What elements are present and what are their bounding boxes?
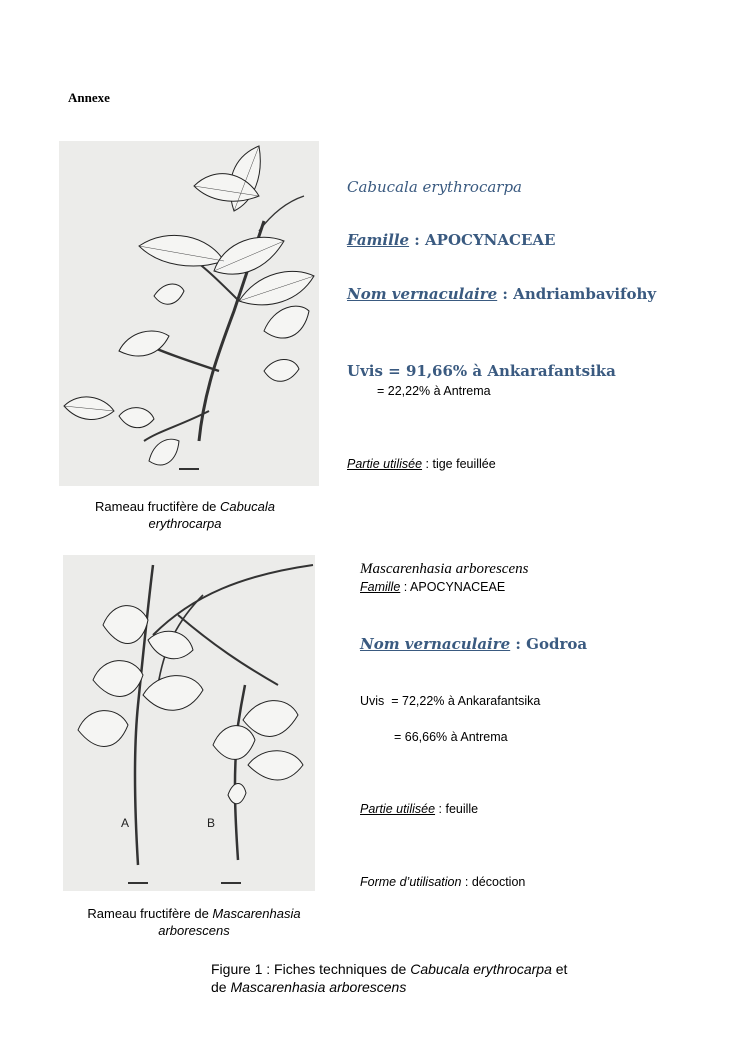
plate-cabucala bbox=[59, 141, 319, 486]
species2-uvis: Uvis = 72,22% à Ankarafantsika bbox=[360, 694, 541, 708]
caption-mascarenhasia: Rameau fructifère de Mascarenhasia arborescens bbox=[87, 906, 301, 938]
species2-famille: Famille : APOCYNACEAE bbox=[360, 580, 506, 594]
species1-partie: Partie utilisée : tige feuillée bbox=[347, 457, 496, 471]
species2-forme: Forme d’utilisation : décoction bbox=[360, 875, 526, 889]
species1-famille: Famille : APOCYNACEAE bbox=[347, 231, 556, 249]
species1-uvis2: = 22,22% à Antrema bbox=[377, 384, 491, 398]
figure-caption: Figure 1 : Fiches techniques de Cabucala erythrocarpa et de Mascarenhasia arborescens bbox=[211, 961, 568, 995]
cabucala-drawing bbox=[59, 141, 319, 486]
species1-uvis: Uvis = 91,66% à Ankarafantsika bbox=[347, 362, 616, 380]
caption-cabucala: Rameau fructifère de Cabucala erythrocarpa bbox=[95, 499, 275, 531]
page-heading: Annexe bbox=[68, 90, 110, 105]
plate-label-b: B bbox=[207, 816, 216, 830]
plate-mascarenhasia bbox=[63, 555, 315, 891]
species2-partie: Partie utilisée : feuille bbox=[360, 802, 479, 816]
species2-nom: Nom vernaculaire : Godroa bbox=[360, 635, 588, 653]
species1-nom: Nom vernaculaire : Andriambavifohy bbox=[347, 285, 657, 303]
species2-uvis2: = 66,66% à Antrema bbox=[394, 730, 508, 744]
species1-name: Cabucala erythrocarpa bbox=[347, 178, 523, 196]
species2-name: Mascarenhasia arborescens bbox=[360, 561, 529, 577]
mascarenhasia-drawing bbox=[63, 555, 315, 891]
plate-label-a: A bbox=[121, 816, 130, 830]
